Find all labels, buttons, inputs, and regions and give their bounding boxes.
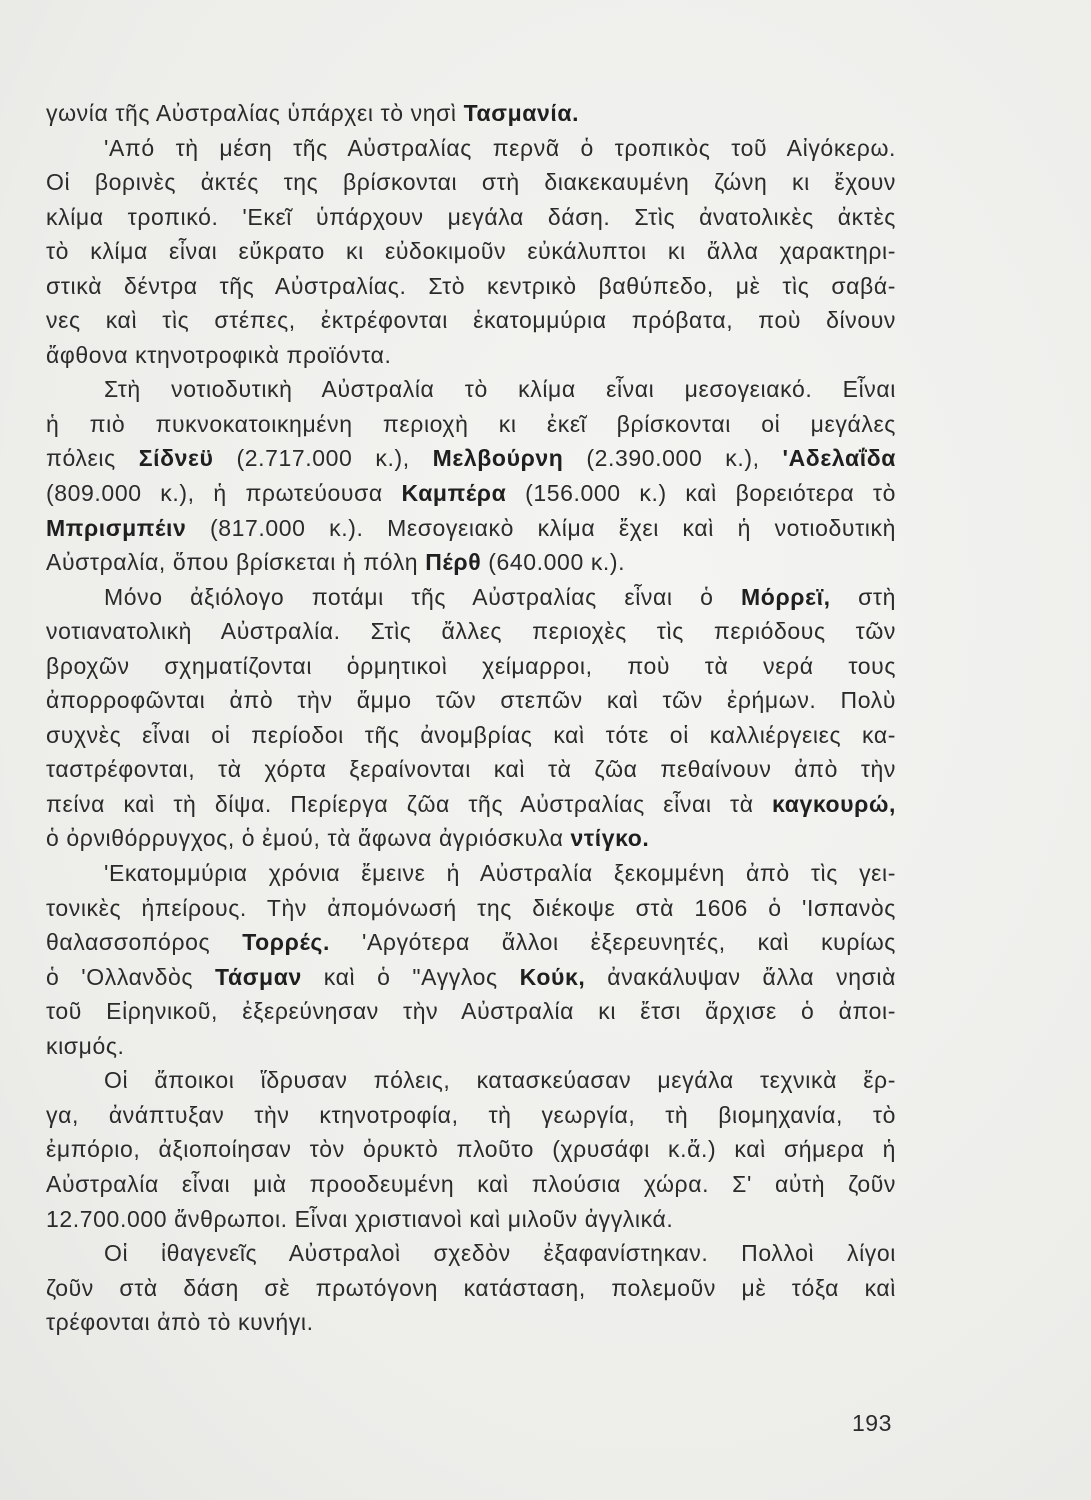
bold-term: ντίγκο. bbox=[570, 825, 650, 852]
body-text bbox=[46, 96, 896, 1340]
text-line bbox=[46, 683, 896, 718]
bold-term: Τορρές. bbox=[242, 929, 330, 956]
text-run: ἀπορροφῶνται ἀπὸ τὴν ἄμμο τῶν στεπῶν καὶ τῶν ἐρήμων. Πολὺ bbox=[46, 687, 896, 714]
paragraph bbox=[46, 1236, 896, 1340]
text-run: ἡ πιὸ πυκνοκατοικημένη περιοχὴ κι ἐκεῖ βρίσκονται οἱ μεγάλες bbox=[46, 410, 896, 437]
text-run: συχνὲς εἶναι οἱ περίοδοι τῆς ἀνομβρίας καὶ τότε οἱ καλλιέργειες κα- bbox=[46, 721, 896, 748]
text-line bbox=[46, 1271, 896, 1306]
text-line bbox=[46, 1063, 896, 1098]
text-run: (2.717.000 κ.), bbox=[213, 445, 433, 472]
text-run: τονικὲς ἠπείρους. Τὴν ἀπομόνωσή της διέκοψε στὰ 1606 ὁ 'Ισπανὸς bbox=[46, 894, 896, 921]
text-line bbox=[46, 269, 896, 304]
text-line bbox=[46, 821, 896, 856]
text-line bbox=[46, 372, 896, 407]
text-run: τοῦ Εἰρηνικοῦ, ἐξερεύνησαν τὴν Αὐστραλία κι ἔτσι ἄρχισε ὁ ἀποι- bbox=[46, 998, 896, 1025]
text-run: γωνία τῆς Αὐστραλίας ὑπάρχει τὸ νησὶ bbox=[46, 100, 464, 126]
text-line bbox=[46, 649, 896, 684]
text-run: τρέφονται ἀπὸ τὸ κυνήγι. bbox=[46, 1309, 314, 1336]
text-line bbox=[46, 1098, 896, 1133]
bold-term: καγκουρώ, bbox=[772, 790, 896, 817]
text-line bbox=[46, 1202, 896, 1237]
text-line bbox=[46, 752, 896, 787]
text-run: ἀνακάλυψαν ἄλλα νησιὰ bbox=[585, 963, 896, 990]
text-line bbox=[46, 994, 896, 1029]
text-line bbox=[46, 476, 896, 511]
paragraph bbox=[46, 856, 896, 1063]
text-line bbox=[46, 891, 896, 926]
text-line bbox=[46, 200, 896, 235]
text-line bbox=[46, 960, 896, 995]
bold-term: Μελβούρνη bbox=[432, 445, 564, 472]
text-run: Οἱ ἰθαγενεῖς Αὐστραλοὶ σχεδὸν ἐξαφανίστηκαν. Πολλοὶ λίγοι bbox=[104, 1240, 896, 1267]
paragraph bbox=[46, 580, 896, 856]
bold-term: Καμπέρα bbox=[401, 480, 507, 507]
text-run: στὴ bbox=[830, 583, 896, 610]
text-run: Οἱ ἄποικοι ἵδρυσαν πόλεις, κατασκεύασαν μεγάλα τεχνικὰ ἔρ- bbox=[104, 1067, 896, 1094]
bold-term: 'Αδελαΐδα bbox=[782, 445, 896, 472]
text-run: στικὰ δέντρα τῆς Αὐστραλίας. Στὸ κεντρικὸ βαθύπεδο, μὲ τὶς σαβά- bbox=[46, 272, 896, 299]
text-run: πόλεις bbox=[46, 445, 139, 472]
text-run: (2.390.000 κ.), bbox=[563, 445, 783, 472]
text-run: ἐμπόριο, ἀξιοποίησαν τὸν ὀρυκτὸ πλοῦτο (χρυσάφι κ.ἄ.) καὶ σήμερα ἡ bbox=[46, 1136, 896, 1163]
text-line bbox=[46, 925, 896, 960]
text-line bbox=[46, 407, 896, 442]
text-run: Μόνο ἀξιόλογο ποτάμι τῆς Αὐστραλίας εἶναι ὁ bbox=[104, 583, 742, 610]
text-run: τὸ κλίμα εἶναι εὔκρατο κι εὐδοκιμοῦν εὐκάλυπτοι κι ἄλλα χαρακτηρι- bbox=[46, 238, 896, 265]
text-line bbox=[46, 1132, 896, 1167]
text-run: (156.000 κ.) καὶ βορειότερα τὸ bbox=[506, 480, 896, 507]
text-line bbox=[46, 787, 896, 822]
text-run: (817.000 κ.). Μεσογειακὸ κλίμα ἔχει καὶ ἡ νοτιοδυτικὴ bbox=[186, 514, 896, 541]
page-number: 193 bbox=[852, 1410, 892, 1436]
bold-term: Μόρρεϊ, bbox=[741, 583, 831, 610]
text-line bbox=[46, 511, 896, 546]
text-run: γα, ἀνάπτυξαν τὴν κτηνοτροφία, τὴ γεωργία, τὴ βιομηχανία, τὸ bbox=[46, 1101, 896, 1128]
text-line bbox=[46, 234, 896, 269]
text-run: νοτιανατολικὴ Αὐστραλία. Στὶς ἄλλες περιοχὲς τὶς περιόδους τῶν bbox=[46, 618, 896, 645]
text-line bbox=[46, 1236, 896, 1271]
text-line bbox=[46, 580, 896, 615]
text-line bbox=[46, 131, 896, 166]
text-line bbox=[46, 614, 896, 649]
text-run: κλίμα τροπικό. 'Εκεῖ ὑπάρχουν μεγάλα δάση. Στὶς ἀνατολικὲς ἀκτὲς bbox=[46, 203, 896, 230]
text-line bbox=[46, 338, 896, 373]
text-line bbox=[46, 303, 896, 338]
text-run: 12.700.000 ἄνθρωποι. Εἶναι χριστιανοὶ καὶ μιλοῦν ἀγγλικά. bbox=[46, 1205, 674, 1232]
paragraph bbox=[46, 131, 896, 373]
bold-term: Τάσμαν bbox=[215, 963, 302, 990]
text-run: Στὴ νοτιοδυτικὴ Αὐστραλία τὸ κλίμα εἶναι μεσογειακό. Εἶναι bbox=[104, 376, 896, 403]
text-run: ταστρέφονται, τὰ χόρτα ξεραίνονται καὶ τὰ ζῶα πεθαίνουν ἀπὸ τὴν bbox=[46, 756, 896, 783]
text-line bbox=[46, 856, 896, 891]
text-run: θαλασσοπόρος bbox=[46, 929, 243, 956]
text-run: ὁ ὀρνιθόρρυγχος, ὁ ἐμού, τὰ ἄφωνα ἀγριόσκυλα bbox=[46, 825, 571, 852]
bold-term: Μπρισμπέιν bbox=[46, 514, 187, 541]
text-run: κισμός. bbox=[46, 1032, 125, 1059]
text-run: (809.000 κ.), ἡ πρωτεύουσα bbox=[46, 480, 402, 507]
text-run: Οἱ βορινὲς ἀκτές της βρίσκονται στὴ διακεκαυμένη ζώνη κι ἔχουν bbox=[46, 169, 896, 196]
text-run: νες καὶ τὶς στέπες, ἐκτρέφονται ἑκατομμύρια πρόβατα, ποὺ δίνουν bbox=[46, 307, 896, 334]
text-line bbox=[46, 718, 896, 753]
bold-term: Σίδνεϋ bbox=[138, 445, 214, 472]
text-run: Αὐστραλία εἶναι μιὰ προοδευμένη καὶ πλούσια χώρα. Σ' αὐτὴ ζοῦν bbox=[46, 1170, 896, 1197]
text-line bbox=[46, 1029, 896, 1064]
bold-term: Τασμανία. bbox=[463, 100, 580, 126]
paragraph bbox=[46, 96, 896, 131]
text-run: καὶ ὁ "Αγγλος bbox=[301, 963, 520, 990]
text-run: βροχῶν σχηματίζονται ὁρμητικοὶ χείμαρροι, ποὺ τὰ νερά τους bbox=[46, 652, 896, 679]
text-line bbox=[46, 1305, 896, 1340]
text-run: Αὐστραλία, ὅπου βρίσκεται ἡ πόλη bbox=[46, 549, 426, 576]
text-run: 'Αργότερα ἄλλοι ἐξερευνητές, καὶ κυρίως bbox=[329, 929, 896, 956]
text-run: (640.000 κ.). bbox=[481, 549, 626, 576]
text-run: ὁ 'Ολλανδὸς bbox=[46, 963, 216, 990]
text-run: ζοῦν στὰ δάση σὲ πρωτόγονη κατάσταση, πολεμοῦν μὲ τόξα καὶ bbox=[46, 1274, 896, 1301]
text-line bbox=[46, 96, 896, 131]
paragraph bbox=[46, 372, 896, 579]
bold-term: Κούκ, bbox=[519, 963, 586, 990]
text-run: ἄφθονα κτηνοτροφικὰ προϊόντα. bbox=[46, 341, 392, 368]
text-line bbox=[46, 545, 896, 580]
paragraph bbox=[46, 1063, 896, 1236]
text-run: 'Από τὴ μέση τῆς Αὐστραλίας περνᾶ ὁ τροπικὸς τοῦ Αἰγόκερω. bbox=[104, 134, 896, 161]
bold-term: Πέρθ bbox=[425, 549, 482, 576]
text-line bbox=[46, 165, 896, 200]
text-run: πείνα καὶ τὴ δίψα. Περίεργα ζῶα τῆς Αὐστραλίας εἶναι τὰ bbox=[46, 790, 773, 817]
text-run: 'Εκατομμύρια χρόνια ἔμεινε ἡ Αὐστραλία ξεκομμένη ἀπὸ τὶς γει- bbox=[104, 860, 896, 887]
text-line bbox=[46, 441, 896, 476]
text-line bbox=[46, 1167, 896, 1202]
